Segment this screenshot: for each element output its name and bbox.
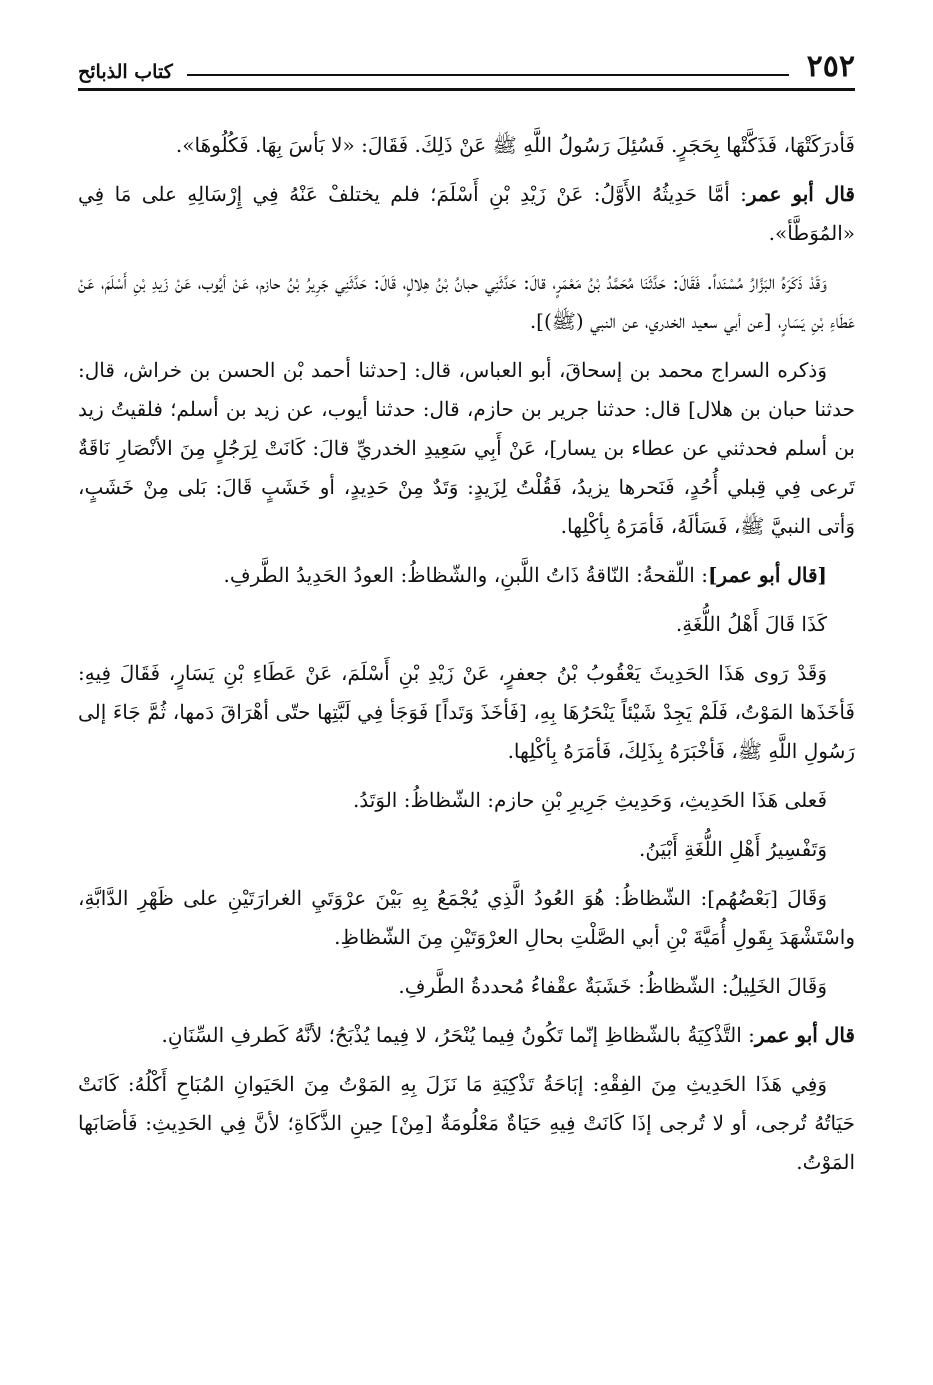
header-divider-line (187, 74, 789, 76)
paragraph: قال أبو عمر: التَّذْكِيَةُ بالشّظاظِ إنّما تَكُونُ فِيما يُنْحَرُ، لا فِيما يُذْبَحُ؛ لأنَّهُ كَطرفِ السِّنَانِ. (161, 1023, 855, 1047)
paragraph: وَتَفْسِيرُ أَهْلِ اللُّغَةِ أَبْيَنُ. (639, 837, 827, 861)
book-title: كتاب الذبائح (78, 61, 173, 83)
page-header (78, 40, 855, 82)
page-body (78, 126, 855, 1355)
paragraph: [قال أبو عمر]: اللّقحةُ: النّاقةُ ذَاتُ اللَّبنِ، والشّظاظُ: العودُ الحَدِيدُ الطَّرفِ. (223, 563, 827, 587)
paragraph: فَأدرَكَتْهَا، فَذَكَّتْها بِحَجَرٍ. فَسُئِلَ رَسُولُ اللَّهِ ﷺ عَنْ ذَلِكَ. فَقَالَ: «لا بَأسَ بِهَا. فَكُلُوهَا». (175, 133, 855, 157)
paragraph: وَقَدْ رَوى هَذَا الحَدِيثَ يَعْقُوبُ بْنُ جعفرٍ، عَنْ زَيْدِ بْنِ أَسْلَمَ، عَنْ عَطَاءِ بْنِ يَسَارٍ، فَقَالَ فِيهِ: فَأخَذَها المَوْتُ، فَلَمْ يَجِدْ شَيْئاً يَنْحَرُهَا بِهِ، [فَأخَذَ وَتَداً] فَوَجَأ فِي لَبَّتِها حتّى أهْرَاقَ دَمها، ثُمَّ جَاءَ إلى رَسُولِ اللَّهِ ﷺ، فَأخْبَرَهُ بِذَلِكَ، فَأمَرَهُ بِأكْلِها. (78, 661, 855, 763)
header-rule (78, 88, 855, 91)
paragraph: قال أبو عمر: أمَّا حَدِيثُهُ الأَوَّلُ: عَنْ زَيْدِ بْنِ أَسْلَمَ؛ فلم يختلفْ عَنْهُ فِي إِرْسَالِهِ على مَا فِي «المُوَطَّأ». (78, 182, 855, 245)
paragraph: وَقَالَ [بَعْضُهُم]: الشّظاظُ: هُوَ العُودُ الَّذِي يُجْمَعُ بِهِ بَيْنَ عرْوَتَيِ الغرارَتَيْنِ على ظَهْرِ الدَّابَّةِ، واسْتَشْهَدَ بِقَولِ أُمَيَّةَ بْنِ أبي الصَّلْتِ بحالِ العرْوَتَيْنِ مِنَ الشّظاظِ. (78, 886, 855, 949)
paragraph: كَذَا قَالَ أَهْلُ اللُّغَةِ. (675, 612, 827, 636)
speaker-label: قال أبو عمر (754, 1023, 855, 1047)
paragraph: وَفِي هَذَا الحَدِيثِ مِنَ الفِقْهِ: إبَاحَةُ تَذْكِيَةِ مَا نَزَلَ بِهِ المَوْتُ مِنَ الحَيَوانِ المُبَاحِ أَكْلُهُ: كَانَتْ حَيَاتُهُ تُرجى، أو لا تُرجى إذَا كَانَتْ فِيهِ حَيَاةٌ مَعْلُومَةٌ [مِنْ] حِينِ الذَّكَاةِ؛ لأنَّ فِي الحَدِيثِ: فَأصَابَها المَوْتُ. (78, 1072, 855, 1174)
page-number: ٢٥٢ (806, 49, 855, 84)
speaker-label: قال أبو عمر (746, 182, 855, 206)
paragraph: وَذكره السراج محمد بن إسحاقَ، أبو العباس، قال: [حدثنا أحمد بْن الحسن بن خراش، قال: حدثنا حبان بن هلال] قال: حدثنا جرير بن حازم، قال: حدثنا أيوب، عن زيد بن أسلم؛ فلقيتُ زيد بن أسلم فحدثني عن عطاء بن يسار]، عَنْ أَبِي سَعِيدِ الخدريِّ قالَ: كَانَتْ لِرَجُلٍ مِنَ الأنْصَارِ نَاقَةٌ تَرعى فِي قِبلي أُحُدٍ، فَنَحرها يزيدُ، فَقُلْتُ لِزَيدٍ: وَتَدٌ مِنْ حَدِيدٍ، أو خَشَبٍ قَالَ: بَلى مِنْ خَشَبٍ، وَأتى النبيَّ ﷺ، فَسَألَهُ، فَأمَرَهُ بِأكْلِها. (78, 358, 855, 538)
speaker-label: [قال أبو عمر] (707, 563, 827, 587)
paragraph: وَقَدْ ذَكَرَهُ البَزَّارُ مُسْنَداً. فَقَالَ: حَدَّثَنَا مُحَمَّدُ بْنُ مَعْمَرٍ، قالَ: حَدَّثَنِي حبانُ بْنُ هِلالٍ، قَالَ: حَدَّثَنِي جَرِيرُ بْنُ حازم، عَنْ أيُوب، عَنْ زَيدِ بْنِ أَسْلَمَ، عَنْ عَطَاءِ بْنِ يَسَارٍ، [عن أبي سعيد الخدري، عن النبي (ﷺ)]. (78, 270, 855, 333)
paragraph: فَعلى هَذَا الحَدِيثِ، وَحَدِيثِ جَرِيرِ بْنِ حازم: الشّظاظُ: الوَتَدُ. (352, 788, 827, 812)
paragraph: وَقَالَ الخَلِيلُ: الشّظاظُ: خَشَبَةٌ عقْفاءُ مُحددةُ الطَّرفِ. (398, 974, 827, 998)
